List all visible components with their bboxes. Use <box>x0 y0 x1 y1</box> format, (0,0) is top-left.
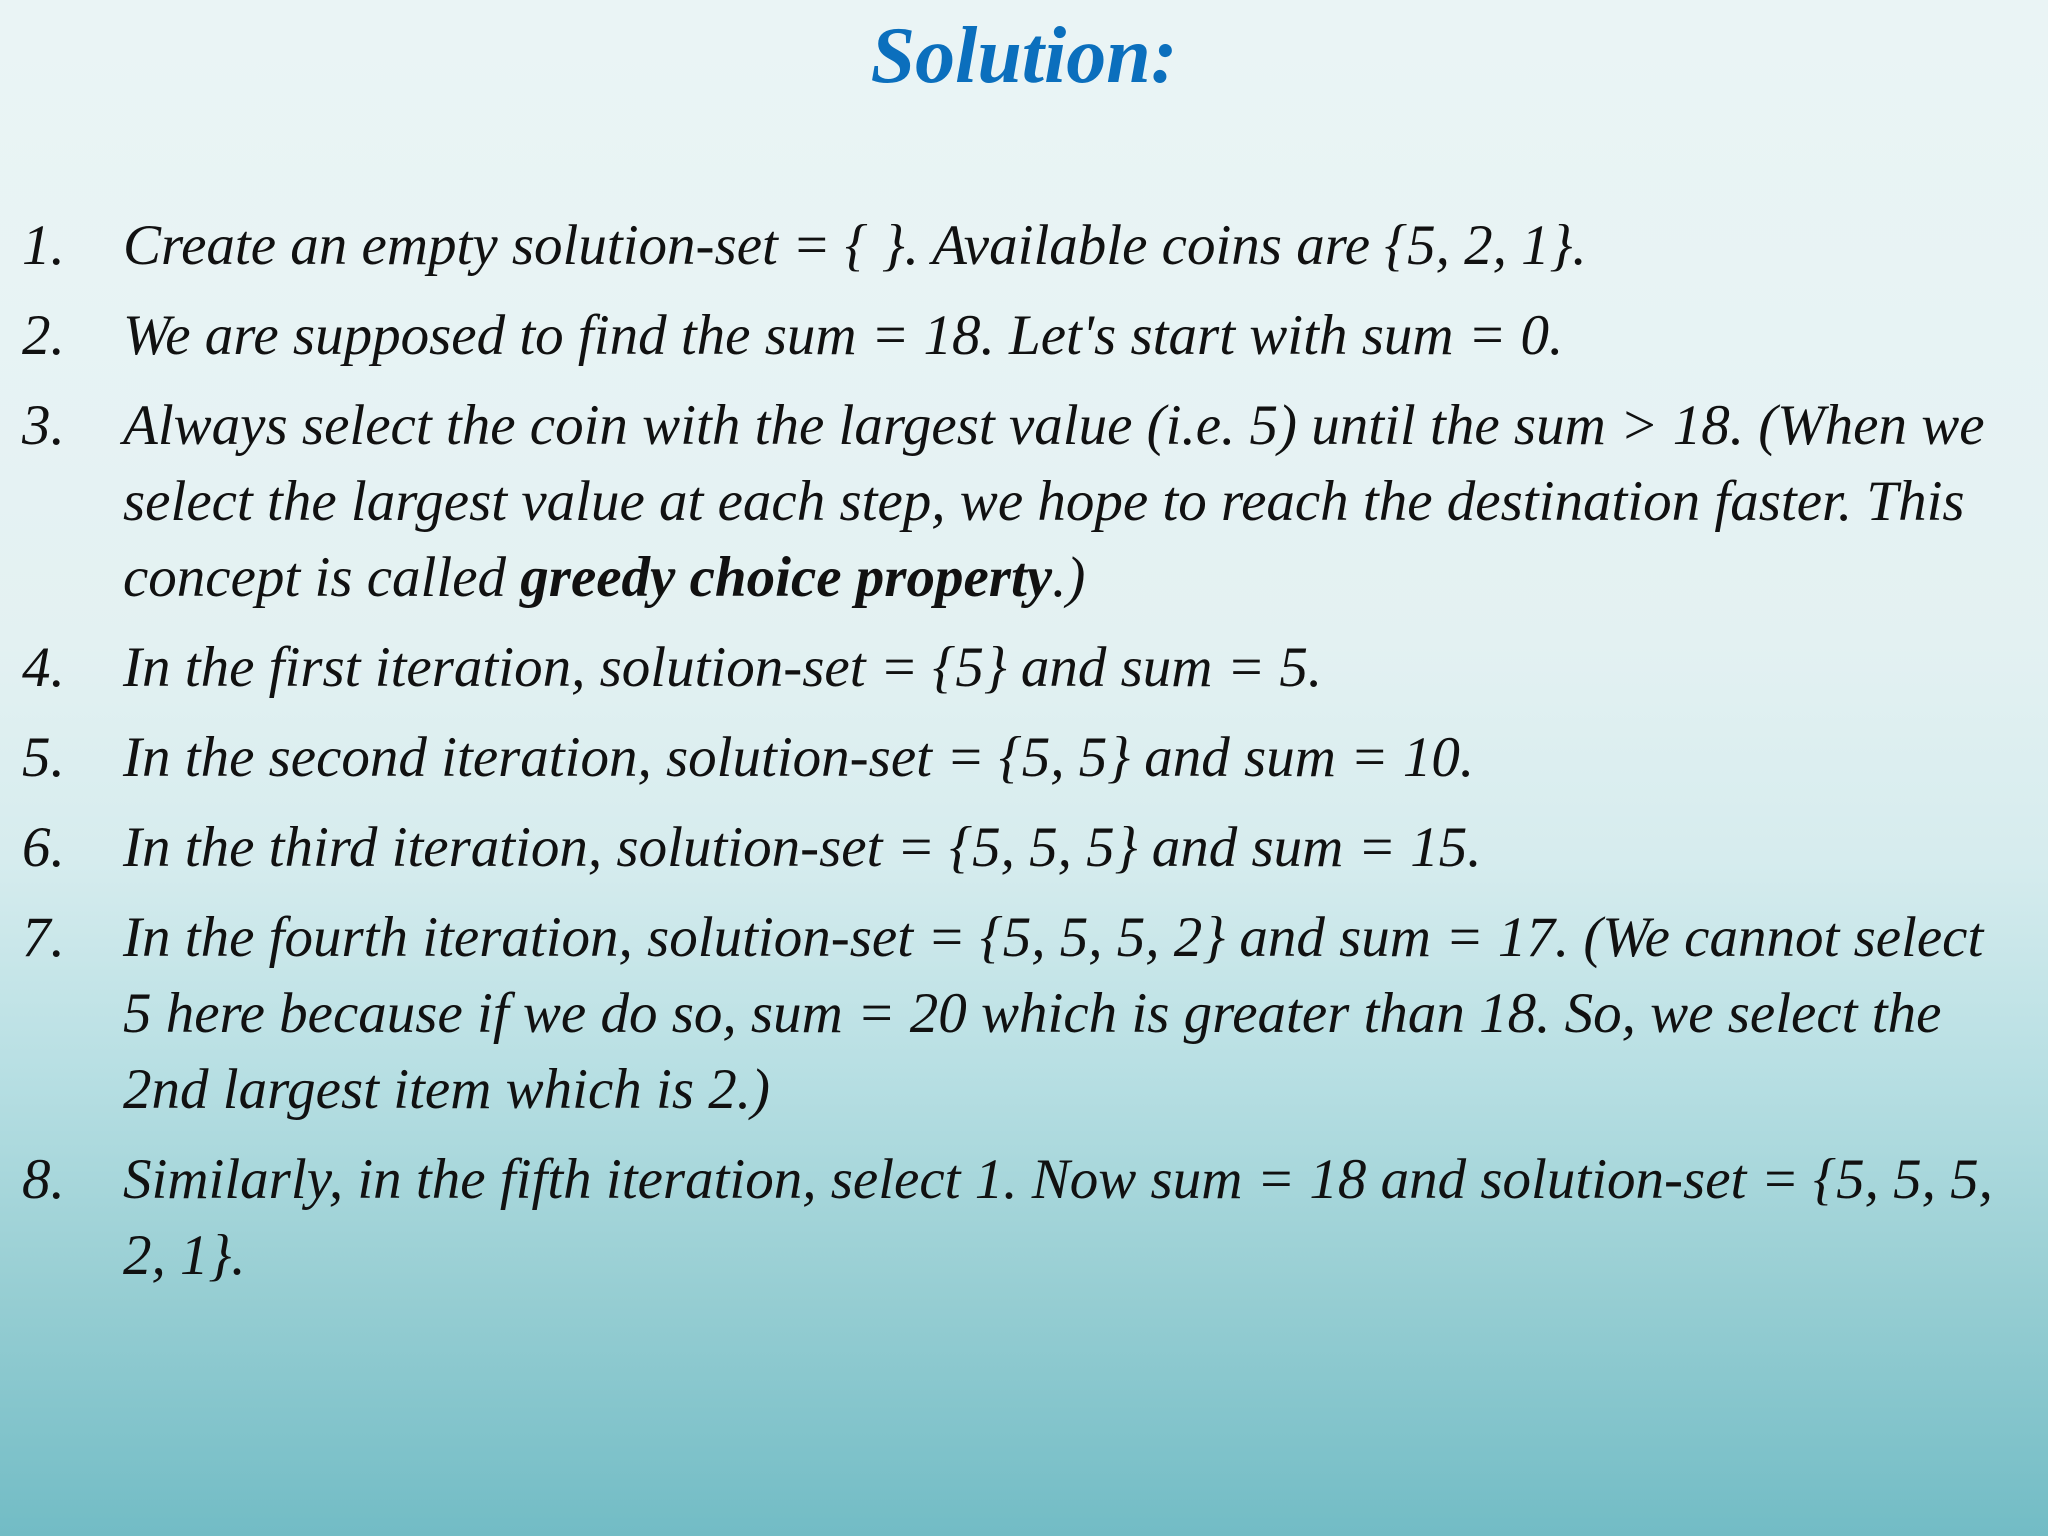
step-number: 7. <box>22 906 65 969</box>
solution-steps-list <box>22 208 2012 1308</box>
step-number: 8. <box>22 1148 65 1211</box>
step-text: In the fourth iteration, solution-set = {5, 5, 5, 2} and sum = 17. (We cannot select 5 here because if we do so, sum = 20 which is greater than 18. So, we select the 2nd largest item which is 2.) <box>123 906 1984 1121</box>
step-3 <box>22 388 2012 616</box>
step-number: 2. <box>22 304 65 367</box>
step-2 <box>22 298 2012 374</box>
step-text: In the second iteration, solution-set = {5, 5} and sum = 10. <box>123 726 1475 789</box>
step-text: In the third iteration, solution-set = {5, 5, 5} and sum = 15. <box>123 816 1482 879</box>
step-8 <box>22 1142 2012 1294</box>
step-7 <box>22 900 2012 1128</box>
step-number: 6. <box>22 816 65 879</box>
step-number: 3. <box>22 394 65 457</box>
step-6 <box>22 810 2012 886</box>
step-text-before-bold: Always select the coin with the largest value (i.e. 5) until the sum > 18. (When we select the largest value at each step, we hope to reach the destination faster. This concept is called <box>123 394 1985 609</box>
step-text: Similarly, in the fifth iteration, select 1. Now sum = 18 and solution-set = {5, 5, 5, 2, 1}. <box>123 1148 1993 1287</box>
step-text: Create an empty solution-set = { }. Available coins are {5, 2, 1}. <box>123 214 1587 277</box>
step-5 <box>22 720 2012 796</box>
step-number: 5. <box>22 726 65 789</box>
greedy-choice-property-term: greedy choice property <box>520 546 1053 609</box>
step-number: 1. <box>22 214 65 277</box>
step-4 <box>22 630 2012 706</box>
slide-title: Solution: <box>870 12 1178 100</box>
step-1 <box>22 208 2012 284</box>
step-text: We are supposed to find the sum = 18. Let's start with sum = 0. <box>123 304 1564 367</box>
step-text-after-bold: .) <box>1052 546 1086 609</box>
step-number: 4. <box>22 636 65 699</box>
step-text: In the first iteration, solution-set = {5} and sum = 5. <box>123 636 1323 699</box>
